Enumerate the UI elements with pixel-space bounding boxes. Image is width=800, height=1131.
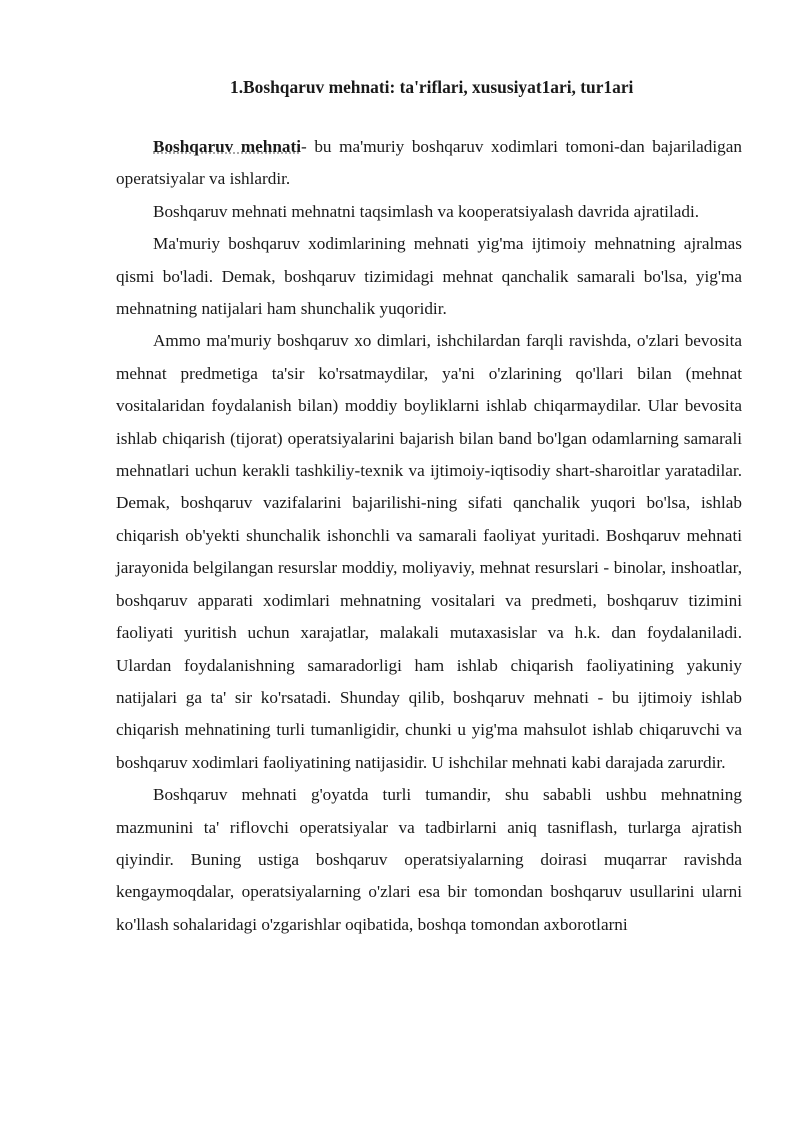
definition-paragraph bbox=[116, 131, 742, 196]
definition-text: - bu ma'muriy boshqaruv xodimlari tomoni-dan bajariladigan operatsiyalar va ishlardir. bbox=[116, 137, 742, 189]
body-paragraph: Boshqaruv mehnati g'oyatda turli tumandir, shu sababli ushbu mehnatning mazmunini ta' riflovchi operatsiyalar va tadbirlarni aniq tasniflash, turlarga ajratish qiyindir. Buning ustiga boshqaruv operatsiyalarning doirasi muqarrar ravishda kengaymoqdalar, operatsiyalarning o'zlari esa bir tomondan boshqaruv usullarini ularni ko'llash sohalaridagi o'zgarishlar oqibatida, boshqa tomondan axborotlarni bbox=[116, 785, 742, 934]
document-body bbox=[116, 131, 742, 941]
definition-term: Boshqaruv mehnati bbox=[153, 137, 301, 156]
body-paragraph: Boshqaruv mehnati mehnatni taqsimlash va kooperatsiyalash davrida ajratiladi. bbox=[153, 201, 700, 221]
body-paragraph: Ammo ma'muriy boshqaruv xo dimlari, ishchilardan farqli ravishda, o'zlari bevosita mehnat predmetiga ta'sir ko'rsatmaydilar, ya'ni o'zlarining qo'llari bilan (mehnat vositalaridan foydalanish bilan) moddiy boyliklarni ishlab chiqarmaydilar. Ular bevosita ishlab chiqarish (tijorat) operatsiyalarini bajarish bilan band bo'lgan odamlarning samarali mehnatlari uchun kerakli tashkiliy-texnik va ijtimoiy-iqtisodiy shart-sharoitlar yaratadilar. Demak, boshqaruv vazifalarini bajarilishi-ning sifati qanchalik yuqori bo'lsa, ishlab chiqarish ob'yekti shunchalik ishonchli va samarali faoliyat yuritadi. Boshqaruv mehnati jarayonida belgilangan resurslar moddiy, moliyaviy, mehnat resurslari - binolar, inshoatlar, boshqaruv apparati xodimlari mehnatning vositalari va predmeti, boshqaruv tizimini faoliyati yuritish uchun xarajatlar, malakali mutaxasislar va h.k. dan foydalaniladi. Ulardan foydalanishning samaradorligi ham ishlab chiqarish faoliyatining yakuniy natijalari ga ta' sir ko'rsatadi. Shunday qilib, boshqaruv mehnati - bu ijtimoiy ishlab chiqarish mehnatining turli tumanligidir, chunki u yig'ma mahsulot ishlab chiqaruvchi va boshqaruv xodimlari faoliyatining natijasidir. U ishchilar mehnati kabi darajada zarurdir. bbox=[116, 331, 742, 772]
document-title: 1.Boshqaruv mehnati: ta'riflari, xususiyat1ari, tur1ari bbox=[230, 77, 634, 97]
body-paragraph: Ma'muriy boshqaruv xodimlarining mehnati yig'ma ijtimoiy mehnatning ajralmas qismi bo'ladi. Demak, boshqaruv tizimidagi mehnat qanchalik samarali bo'lsa, yig'ma mehnatning natijalari ham shunchalik yuqoridir. bbox=[116, 234, 742, 319]
